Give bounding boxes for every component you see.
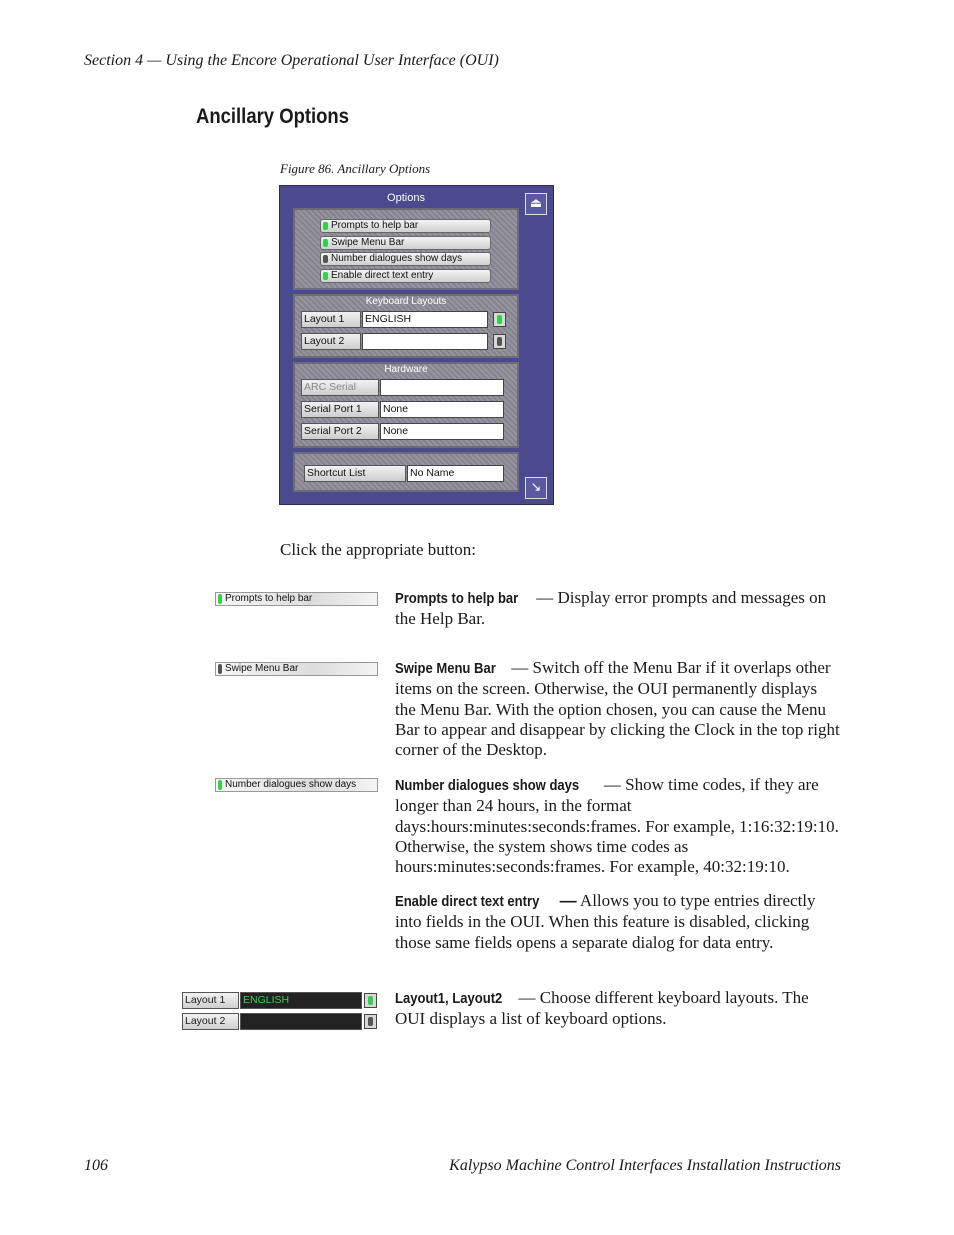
eject-icon[interactable]: ⏏ (525, 193, 547, 215)
serial-port-2-field[interactable]: None (380, 423, 504, 440)
item-prompts: Prompts to help bar — Display error prompts and messages on the Help Bar. (395, 588, 827, 629)
prompts-to-help-bar-button[interactable] (320, 219, 491, 233)
layout-1-label: Layout 1 (301, 311, 361, 328)
example-label: Number dialogues show days (225, 779, 357, 790)
serial-port-2-label: Serial Port 2 (301, 423, 379, 440)
item-term: Enable direct text entry (395, 894, 540, 910)
keyboard-layouts-title: Keyboard Layouts (365, 296, 447, 307)
led-on-icon (497, 315, 502, 324)
item-term: Layout1, Layout2 (395, 991, 503, 1007)
hardware-title: Hardware (384, 364, 428, 375)
item-number: Number dialogues show days — Show time codes, if they are longer than 24 hours, in the format days:hours:minutes:seconds:frames. For example, 1:16:32:19:10. Otherwise, the system shows time codes as hours:minutes:seconds:frames. For example, 40:32:19:10. (395, 775, 839, 877)
led-off-icon (497, 337, 502, 346)
example-label: Prompts to help bar (225, 593, 313, 604)
item-term: Prompts to help bar (395, 591, 519, 607)
led-on-icon (218, 594, 222, 604)
layout-2-label: Layout 2 (301, 333, 361, 350)
layout1-example-field: ENGLISH (240, 992, 362, 1009)
led-off-icon (368, 1017, 373, 1026)
prompts-example-button (215, 592, 378, 606)
swipe-menu-bar-button[interactable] (320, 236, 491, 250)
option-label: Enable direct text entry (331, 270, 434, 281)
hardware-panel (293, 362, 519, 448)
serial-port-1-label: Serial Port 1 (301, 401, 379, 418)
number-dialogues-show-days-button[interactable] (320, 252, 491, 266)
item-text: Show time codes, if they are longer than 24 hours, in the format days:hours:minutes:seconds:frames. For example, 1:16:32:19:10. Otherwise, the system shows time codes as hours:minutes:seconds:frames. For example, 40:32:19:10. (395, 775, 839, 877)
options-dialog (279, 185, 554, 505)
item-text: Switch off the Menu Bar if it overlaps other items on the screen. Otherwise, the OUI permanently displays the Menu Bar. With the option chosen, you can cause the Menu Bar to appear and disappear by clicking the Clock in the top right corner of the Desktop. (395, 658, 840, 760)
example-label: Swipe Menu Bar (225, 663, 299, 674)
swipe-example-button (215, 662, 378, 676)
section-heading: Ancillary Options (196, 105, 350, 128)
option-label: Swipe Menu Bar (331, 237, 405, 248)
footer-title: Kalypso Machine Control Interfaces Installation Instructions (449, 1157, 841, 1174)
arc-serial-field[interactable] (380, 379, 504, 396)
keyboard-layouts-panel (293, 294, 519, 358)
running-header: Section 4 — Using the Encore Operational User Interface (OUI) (84, 52, 499, 69)
item-layouts: Layout1, Layout2 — Choose different keyboard layouts. The OUI displays a list of keyboard options. (395, 988, 809, 1029)
layout-2-field[interactable] (362, 333, 488, 350)
led-on-icon (323, 272, 328, 280)
shortcut-list-label: Shortcut List (304, 465, 406, 482)
layout1-example-label: Layout 1 (182, 992, 239, 1009)
layout-1-field[interactable]: ENGLISH (362, 311, 488, 328)
page-number: 106 (84, 1157, 108, 1174)
option-label: Prompts to help bar (331, 220, 419, 231)
item-enable: Enable direct text entry — Allows you to type entries directly into fields in the OUI. When this feature is disabled, clicking those same fields opens a separate dialog for data entry. (395, 891, 816, 952)
layout2-example-field (240, 1013, 362, 1030)
item-swipe: Swipe Menu Bar — Switch off the Menu Bar if it overlaps other items on the screen. Otherwise, the OUI permanently displays the Menu Bar. With the option chosen, you can cause the Menu Bar to appear and disappear by clicking the Clock in the top right corner of the Desktop. (395, 658, 840, 760)
number-example-button (215, 778, 378, 792)
led-off-icon (218, 664, 222, 674)
dialog-title: Options (387, 192, 425, 204)
led-off-icon (323, 255, 328, 263)
layout-2-toggle[interactable] (493, 334, 506, 349)
item-term: Swipe Menu Bar (395, 661, 496, 677)
item-text: Allows you to type entries directly into fields in the OUI. When this feature is disabled, clicking those same fields opens a separate dialog for data entry. (395, 891, 816, 952)
intro-text: Click the appropriate button: (280, 540, 476, 559)
arc-serial-label: ARC Serial (301, 379, 379, 396)
options-panel (293, 208, 519, 290)
option-label: Number dialogues show days (331, 253, 463, 264)
layout-1-toggle[interactable] (493, 312, 506, 327)
serial-port-1-field[interactable]: None (380, 401, 504, 418)
shortcut-panel (293, 452, 519, 492)
led-on-icon (368, 996, 373, 1005)
led-on-icon (323, 239, 328, 247)
figure-caption: Figure 86. Ancillary Options (280, 161, 431, 176)
resize-arrow-icon[interactable]: ↘ (525, 477, 547, 499)
layout1-example-toggle (364, 993, 377, 1008)
layout2-example-toggle (364, 1014, 377, 1029)
item-text: Choose different keyboard layouts. The OUI displays a list of keyboard options. (395, 988, 809, 1029)
enable-direct-text-entry-button[interactable] (320, 269, 491, 283)
led-on-icon (218, 780, 222, 790)
layout2-example-label: Layout 2 (182, 1013, 239, 1030)
item-term: Number dialogues show days (395, 778, 580, 794)
led-on-icon (323, 222, 328, 230)
shortcut-list-field[interactable]: No Name (407, 465, 504, 482)
item-text: Display error prompts and messages on the Help Bar. (395, 588, 827, 629)
